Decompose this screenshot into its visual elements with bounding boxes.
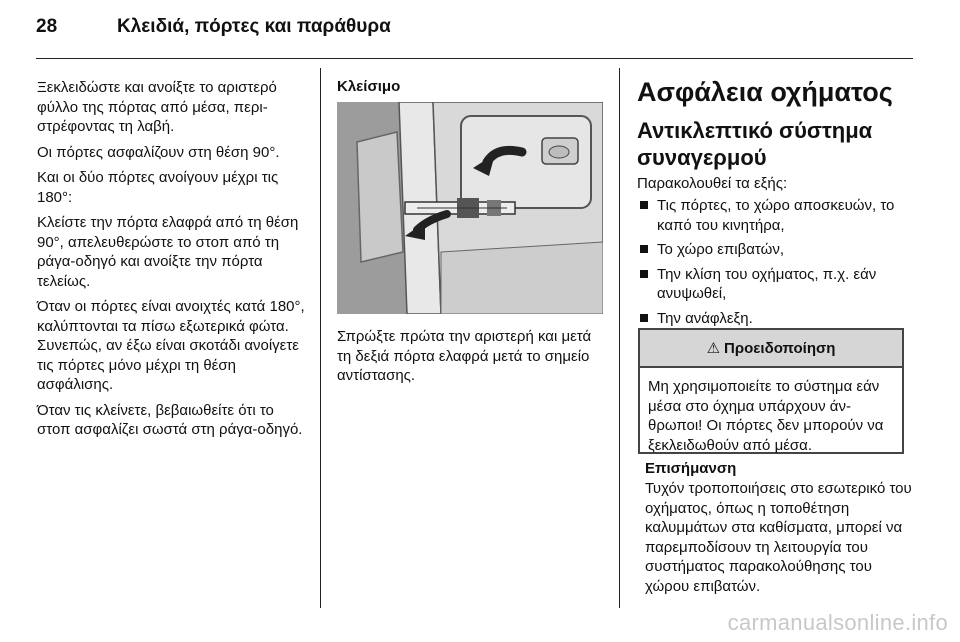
bullet-icon — [640, 270, 648, 278]
paragraph: Κλείστε την πόρτα ελαφρά από τη θέση 90°, απελευθερώστε το στοπ από τη ράγα-οδηγό και ανοίξτε την πόρτα τελείως. — [37, 214, 299, 290]
header-rule — [36, 58, 913, 59]
warning-triangle-icon: ⚠ — [706, 340, 721, 357]
column-divider-right — [619, 68, 620, 608]
paragraph: Όταν οι πόρτες είναι ανοιχτές κατά 180°, καλύπτονται τα πίσω εξωτερικά φώτα. Συνεπώς, αν έξω είναι σκοτάδι ανοίγετε τις πόρτες μόνο μέχρι τη θέση ασφάλισης. — [37, 298, 305, 393]
list-item: Τις πόρτες, το χώρο αποσκευών, το καπό του κινητήρα, — [637, 196, 915, 235]
bullet-icon — [640, 201, 648, 209]
bullet-icon — [640, 245, 648, 253]
list-item: Το χώρο επιβατών, — [637, 240, 915, 260]
warning-box — [638, 328, 904, 454]
column-divider-left — [320, 68, 321, 608]
monitor-intro: Παρακολουθεί τα εξής: — [637, 175, 788, 192]
paragraph: Ξεκλειδώστε και ανοίξτε το αριστερό φύλλο της πόρτας από μέσα, περιστρέφοντας τη λαβή. — [37, 79, 277, 135]
paragraph: Όταν τις κλείνετε, βεβαιωθείτε ότι το στοπ ασφαλίζει σωστά στη ράγα-οδηγό. — [37, 401, 303, 438]
warning-header — [640, 330, 902, 368]
note-text: Τυχόν τροποποιήσεις στο εσωτερικό του οχήματος, όπως η τοποθέτηση καλυμμάτων στα καθίσματα, μπορεί να παρεμποδίσουν τη λειτουργία του συστήματος παρακολούθησης του χώρου επιβατών. — [645, 480, 912, 595]
left-column — [37, 78, 309, 446]
page-number: 28 — [36, 16, 58, 37]
paragraph: Και οι δύο πόρτες ανοίγουν μέχρι τις 180°: — [37, 169, 279, 206]
door-closing-illustration — [337, 102, 603, 314]
note-title: Επισήμανση — [645, 460, 737, 477]
warning-text: Μη χρησιμοποιείτε το σύστημα εάν μέσα στο όχημα υπάρχουν άνθρωποι! Οι πόρτες δεν μπορούν να ξεκλειδωθούν από μέσα. — [648, 378, 884, 454]
bullet-icon — [640, 314, 648, 322]
watermark: carmanualsonline.info — [727, 610, 948, 635]
section-heading: Ασφάλεια οχήματος — [637, 77, 893, 107]
paragraph: Οι πόρτες ασφαλίζουν στη θέση 90°. — [37, 143, 280, 161]
subsection-heading: Αντικλεπτικό σύστημα συναγερμού — [637, 118, 873, 170]
list-item: Την κλίση του οχήματος, π.χ. εάν ανυψωθεί, — [637, 265, 915, 304]
list-item: Την ανάφλεξη. — [637, 309, 915, 329]
warning-title: Προειδοποίηση — [724, 339, 836, 357]
closing-subheading: Κλείσιμο — [337, 78, 401, 95]
illustration-caption: Σπρώξτε πρώτα την αριστερή και μετά τη δεξιά πόρτα ελαφρά μετά το σημείο αντίστασης. — [337, 328, 592, 384]
page-title: Κλειδιά, πόρτες και παράθυρα — [117, 16, 391, 37]
monitored-items-list — [637, 196, 915, 333]
